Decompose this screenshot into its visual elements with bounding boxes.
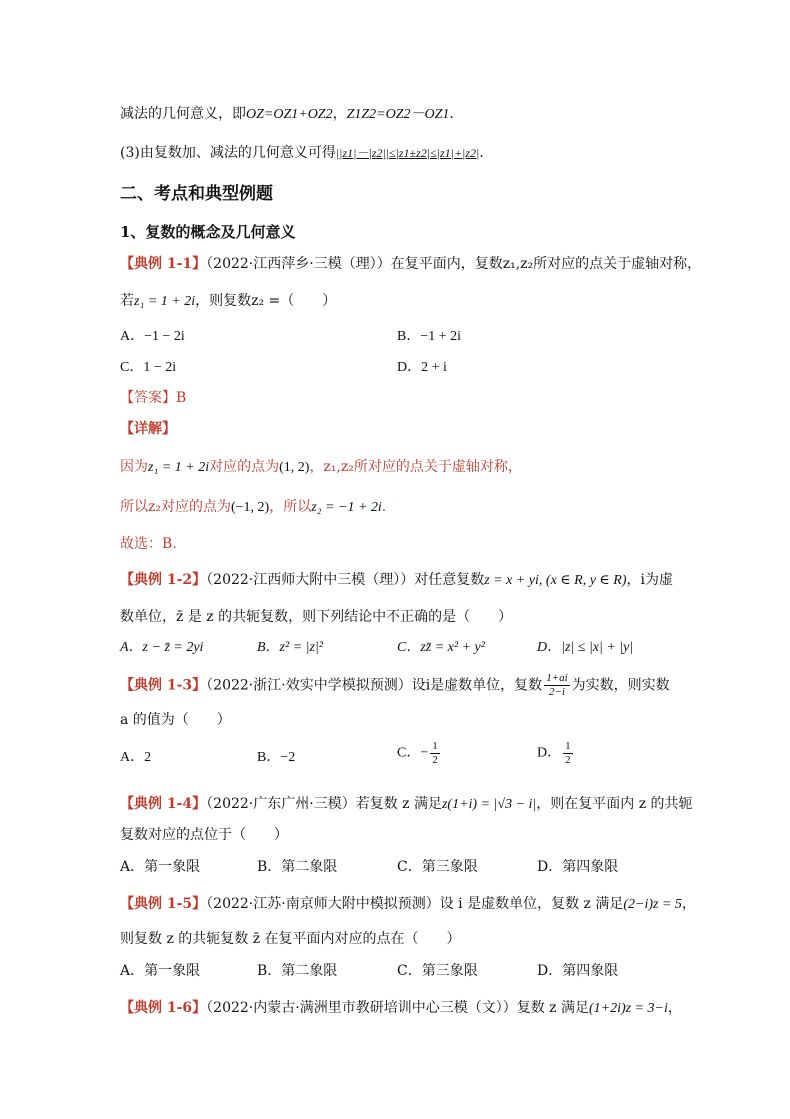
period: . bbox=[479, 145, 484, 161]
example-tag: 【典例 1-5】 bbox=[120, 896, 207, 912]
example-text: （2022·内蒙古·满洲里市教研培训中心三模（文））复数 z 满足 bbox=[206, 1000, 589, 1016]
example-1-4-line-1 bbox=[120, 794, 693, 815]
text: C．− bbox=[397, 745, 429, 761]
text: D． bbox=[537, 745, 562, 761]
point: (−1, 2) bbox=[231, 500, 270, 515]
option-d: D．第四象限 bbox=[537, 963, 619, 979]
subsection-title: 1、复数的概念及几何意义 bbox=[120, 223, 296, 241]
example-text: （2022·江西萍乡·三模（理））在复平面内，复数z₁,z₂所对应的点关于虚轴对称， bbox=[206, 256, 702, 272]
text: 所以z₂对应的点为 bbox=[120, 499, 231, 515]
formula: z₂ = −1 + 2i bbox=[311, 500, 382, 515]
modulus-inequality: ||z1|－|z2||≤|z1±z2|≤|z1|+|z2| bbox=[335, 146, 480, 160]
option-a: A．第一象限 bbox=[120, 859, 201, 875]
section-title: 二、考点和典型例题 bbox=[120, 184, 273, 204]
example-1-1-line-1 bbox=[120, 254, 701, 274]
given-formula: z₁ = 1 + 2i bbox=[134, 294, 196, 309]
numerator: 1+ai bbox=[546, 672, 568, 684]
intro-text-2: (3)由复数加、减法的几何意义可得 bbox=[120, 145, 336, 161]
solution-line-3: 故选：B. bbox=[120, 536, 177, 552]
option-c: C．第三象限 bbox=[397, 859, 478, 875]
fraction bbox=[430, 740, 440, 767]
example-1-3-line-2: a 的值为（ ） bbox=[120, 712, 231, 728]
separator: ， bbox=[332, 106, 347, 122]
formula: (1+2i)z = 3−i bbox=[588, 1001, 668, 1016]
text: 因为 bbox=[120, 459, 148, 475]
example-tag: 【典例 1-6】 bbox=[120, 1000, 207, 1016]
denominator: 2 bbox=[432, 754, 438, 766]
formula: z(1+i) = |√3 − i| bbox=[441, 797, 537, 812]
intro-text: 减法的几何意义，即 bbox=[120, 106, 246, 122]
example-tag: 【典例 1-2】 bbox=[120, 572, 207, 588]
option-b: B．第二象限 bbox=[257, 963, 338, 979]
example-1-3-line-1 bbox=[120, 672, 670, 699]
text: ，则在复平面内 z 的共轭 bbox=[536, 796, 693, 812]
example-tag: 【典例 1-1】 bbox=[120, 256, 207, 272]
example-tag: 【典例 1-3】 bbox=[120, 677, 207, 694]
option-a: A．−1 − 2i bbox=[120, 329, 185, 344]
option-b: B．z² = |z|² bbox=[257, 640, 323, 655]
option-c bbox=[397, 740, 442, 767]
intro-line-2 bbox=[120, 143, 484, 163]
point: (1, 2) bbox=[279, 460, 310, 475]
text: ，i为虚 bbox=[626, 572, 673, 588]
example-1-4-line-2: 复数对应的点位于（ ） bbox=[120, 827, 288, 843]
formula: z₁ = 1 + 2i bbox=[148, 460, 210, 475]
example-text: （2022·江苏·南京师大附中模拟预测）设 i 是虚数单位，复数 z 满足 bbox=[206, 896, 624, 912]
text: 若 bbox=[120, 293, 134, 309]
solution-line-1 bbox=[120, 457, 522, 478]
option-c: C．第三象限 bbox=[397, 963, 478, 979]
option-d bbox=[537, 740, 575, 767]
text: ，z₁,z₂所对应的点关于虚轴对称， bbox=[309, 459, 522, 475]
text: ，则复数z₂ =（ ） bbox=[195, 293, 337, 309]
example-text: （2022·江西师大附中三模（理））对任意复数 bbox=[206, 572, 485, 588]
option-d: D．第四象限 bbox=[537, 859, 619, 875]
period: . bbox=[449, 106, 454, 122]
example-1-6-line-1 bbox=[120, 998, 682, 1019]
numerator: 1 bbox=[565, 740, 571, 752]
vector-formula-sum: OZ=OZ1+OZ2 bbox=[246, 107, 333, 122]
option-a: A．z − z̄ = 2yi bbox=[120, 640, 204, 655]
numerator: 1 bbox=[432, 740, 438, 752]
text: ，所以 bbox=[269, 499, 312, 515]
example-1-2-line-2: 数单位，z̄ 是 z 的共轭复数，则下列结论中不正确的是（ ） bbox=[120, 609, 513, 625]
formula: (2−i)z = 5 bbox=[623, 897, 682, 912]
detail-label: 【详解】 bbox=[120, 421, 176, 437]
example-1-5-line-1 bbox=[120, 894, 696, 915]
period: . bbox=[381, 499, 387, 515]
option-d: D．|z| ≤ |x| + |y| bbox=[537, 640, 634, 655]
fraction bbox=[563, 740, 573, 767]
answer-label: 【答案】B bbox=[120, 390, 187, 406]
option-c: C．1 − 2i bbox=[120, 360, 177, 375]
denominator: 2−i bbox=[548, 686, 565, 698]
option-d: D．2 + i bbox=[397, 360, 447, 375]
example-text: （2022·广东广州·三模）若复数 z 满足 bbox=[206, 796, 442, 812]
option-a: A．第一象限 bbox=[120, 963, 201, 979]
vector-formula-diff: Z1Z2=OZ2－OZ1 bbox=[346, 107, 450, 122]
formula: z = x + yi, (x ∈ R, y ∈ R) bbox=[484, 573, 627, 588]
example-1-1-line-2 bbox=[120, 291, 336, 312]
option-b: B．−2 bbox=[257, 750, 296, 765]
option-c: C．zz̄ = x² + y² bbox=[397, 640, 485, 655]
option-a: A．2 bbox=[120, 750, 152, 765]
example-tag: 【典例 1-4】 bbox=[120, 796, 207, 812]
example-1-5-line-2: 则复数 z 的共轭复数 z̄ 在复平面内对应的点在（ ） bbox=[120, 931, 461, 947]
text: ， bbox=[681, 896, 696, 912]
denominator: 2 bbox=[565, 754, 571, 766]
option-b: B．第二象限 bbox=[257, 859, 338, 875]
example-text: （2022·浙江·效实中学模拟预测）设i是虚数单位，复数 bbox=[206, 677, 543, 694]
fraction bbox=[544, 672, 569, 699]
solution-line-2 bbox=[120, 497, 386, 518]
option-b: B．−1 + 2i bbox=[397, 329, 462, 344]
example-1-2-line-1 bbox=[120, 570, 673, 591]
intro-line-1 bbox=[120, 104, 454, 125]
text: 对应的点为 bbox=[209, 459, 280, 475]
text: ， bbox=[667, 1000, 682, 1016]
text: 为实数，则实数 bbox=[571, 677, 670, 694]
